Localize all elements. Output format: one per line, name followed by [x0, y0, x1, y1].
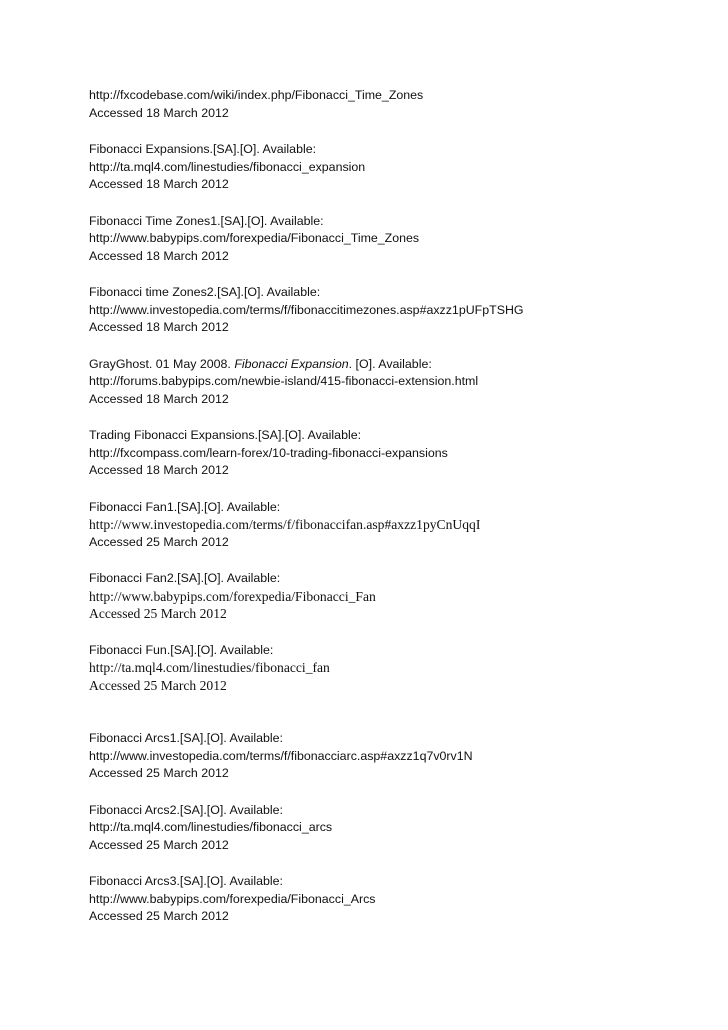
reference-url: http://forums.babypips.com/newbie-island/415-fibonacci-extension.html	[89, 374, 479, 388]
reference-entry	[89, 802, 709, 855]
reference-title: Fibonacci Time Zones1.[SA].[O]. Available:	[89, 213, 324, 228]
reference-accessed: Accessed 25 March 2012	[89, 677, 227, 693]
reference-accessed: Accessed 18 March 2012	[89, 463, 229, 477]
reference-title: Fibonacci Fan1.[SA].[O]. Available:	[89, 499, 281, 514]
reference-accessed: Accessed 18 March 2012	[89, 391, 229, 406]
reference-url: http://www.babypips.com/forexpedia/Fibonacci_Time_Zones	[89, 231, 420, 245]
reference-accessed: Accessed 25 March 2012	[89, 837, 229, 852]
reference-url: http://ta.mql4.com/linestudies/fibonacci_arcs	[89, 820, 333, 834]
reference-title: Fibonacci time Zones2.[SA].[O]. Available:	[89, 285, 321, 299]
reference-title-suffix: . [O]. Available:	[348, 356, 432, 371]
reference-accessed: Accessed 18 March 2012	[89, 105, 229, 120]
reference-url: http://www.babypips.com/forexpedia/Fibonacci_Arcs	[89, 891, 376, 906]
reference-entry	[89, 499, 709, 552]
reference-url: http://fxcompass.com/learn-forex/10-trading-fibonacci-expansions	[89, 445, 448, 460]
reference-accessed: Accessed 18 March 2012	[89, 248, 229, 263]
reference-url: http://www.investopedia.com/terms/f/fibonaccitimezones.asp#axzz1pUFpTSHG	[89, 302, 524, 317]
reference-title	[89, 356, 709, 374]
reference-title: Fibonacci Arcs3.[SA].[O]. Available:	[89, 874, 283, 888]
reference-entry	[89, 213, 709, 266]
reference-list	[89, 87, 709, 926]
reference-entry	[89, 730, 709, 783]
reference-accessed: Accessed 25 March 2012	[89, 909, 229, 923]
reference-entry	[89, 570, 709, 623]
reference-author-date: GrayGhost. 01 May 2008.	[89, 356, 235, 371]
reference-title: Fibonacci Arcs2.[SA].[O]. Available:	[89, 802, 283, 817]
reference-accessed: Accessed 25 March 2012	[89, 766, 229, 780]
reference-url: http://fxcodebase.com/wiki/index.php/Fibonacci_Time_Zones	[89, 88, 424, 102]
reference-title: Fibonacci Expansions.[SA].[O]. Available:	[89, 142, 317, 156]
reference-accessed: Accessed 18 March 2012	[89, 320, 229, 334]
reference-entry	[89, 873, 709, 926]
reference-title: Trading Fibonacci Expansions.[SA].[O]. Available:	[89, 428, 362, 442]
reference-italic-title: Fibonacci Expansion	[234, 356, 349, 371]
reference-title: Fibonacci Arcs1.[SA].[O]. Available:	[89, 731, 283, 745]
reference-entry	[89, 284, 709, 337]
reference-url: http://ta.mql4.com/linestudies/fibonacci_expansion	[89, 159, 366, 174]
reference-title: Fibonacci Fun.[SA].[O]. Available:	[89, 642, 274, 657]
reference-title: Fibonacci Fan2.[SA].[O]. Available:	[89, 571, 281, 585]
reference-entry	[89, 87, 709, 122]
reference-url: http://www.investopedia.com/terms/f/fibonaccifan.asp#axzz1pyCnUqqI	[89, 517, 481, 532]
reference-accessed: Accessed 25 March 2012	[89, 534, 229, 549]
reference-url: http://www.babypips.com/forexpedia/Fibonacci_Fan	[89, 588, 376, 604]
reference-entry	[89, 141, 709, 194]
reference-entry	[89, 427, 709, 480]
reference-entry	[89, 356, 709, 409]
reference-entry	[89, 642, 709, 695]
reference-url: http://ta.mql4.com/linestudies/fibonacci_fan	[89, 660, 330, 675]
reference-url: http://www.investopedia.com/terms/f/fibonacciarc.asp#axzz1q7v0rv1N	[89, 748, 473, 763]
reference-accessed: Accessed 18 March 2012	[89, 177, 229, 191]
reference-accessed: Accessed 25 March 2012	[89, 606, 227, 621]
